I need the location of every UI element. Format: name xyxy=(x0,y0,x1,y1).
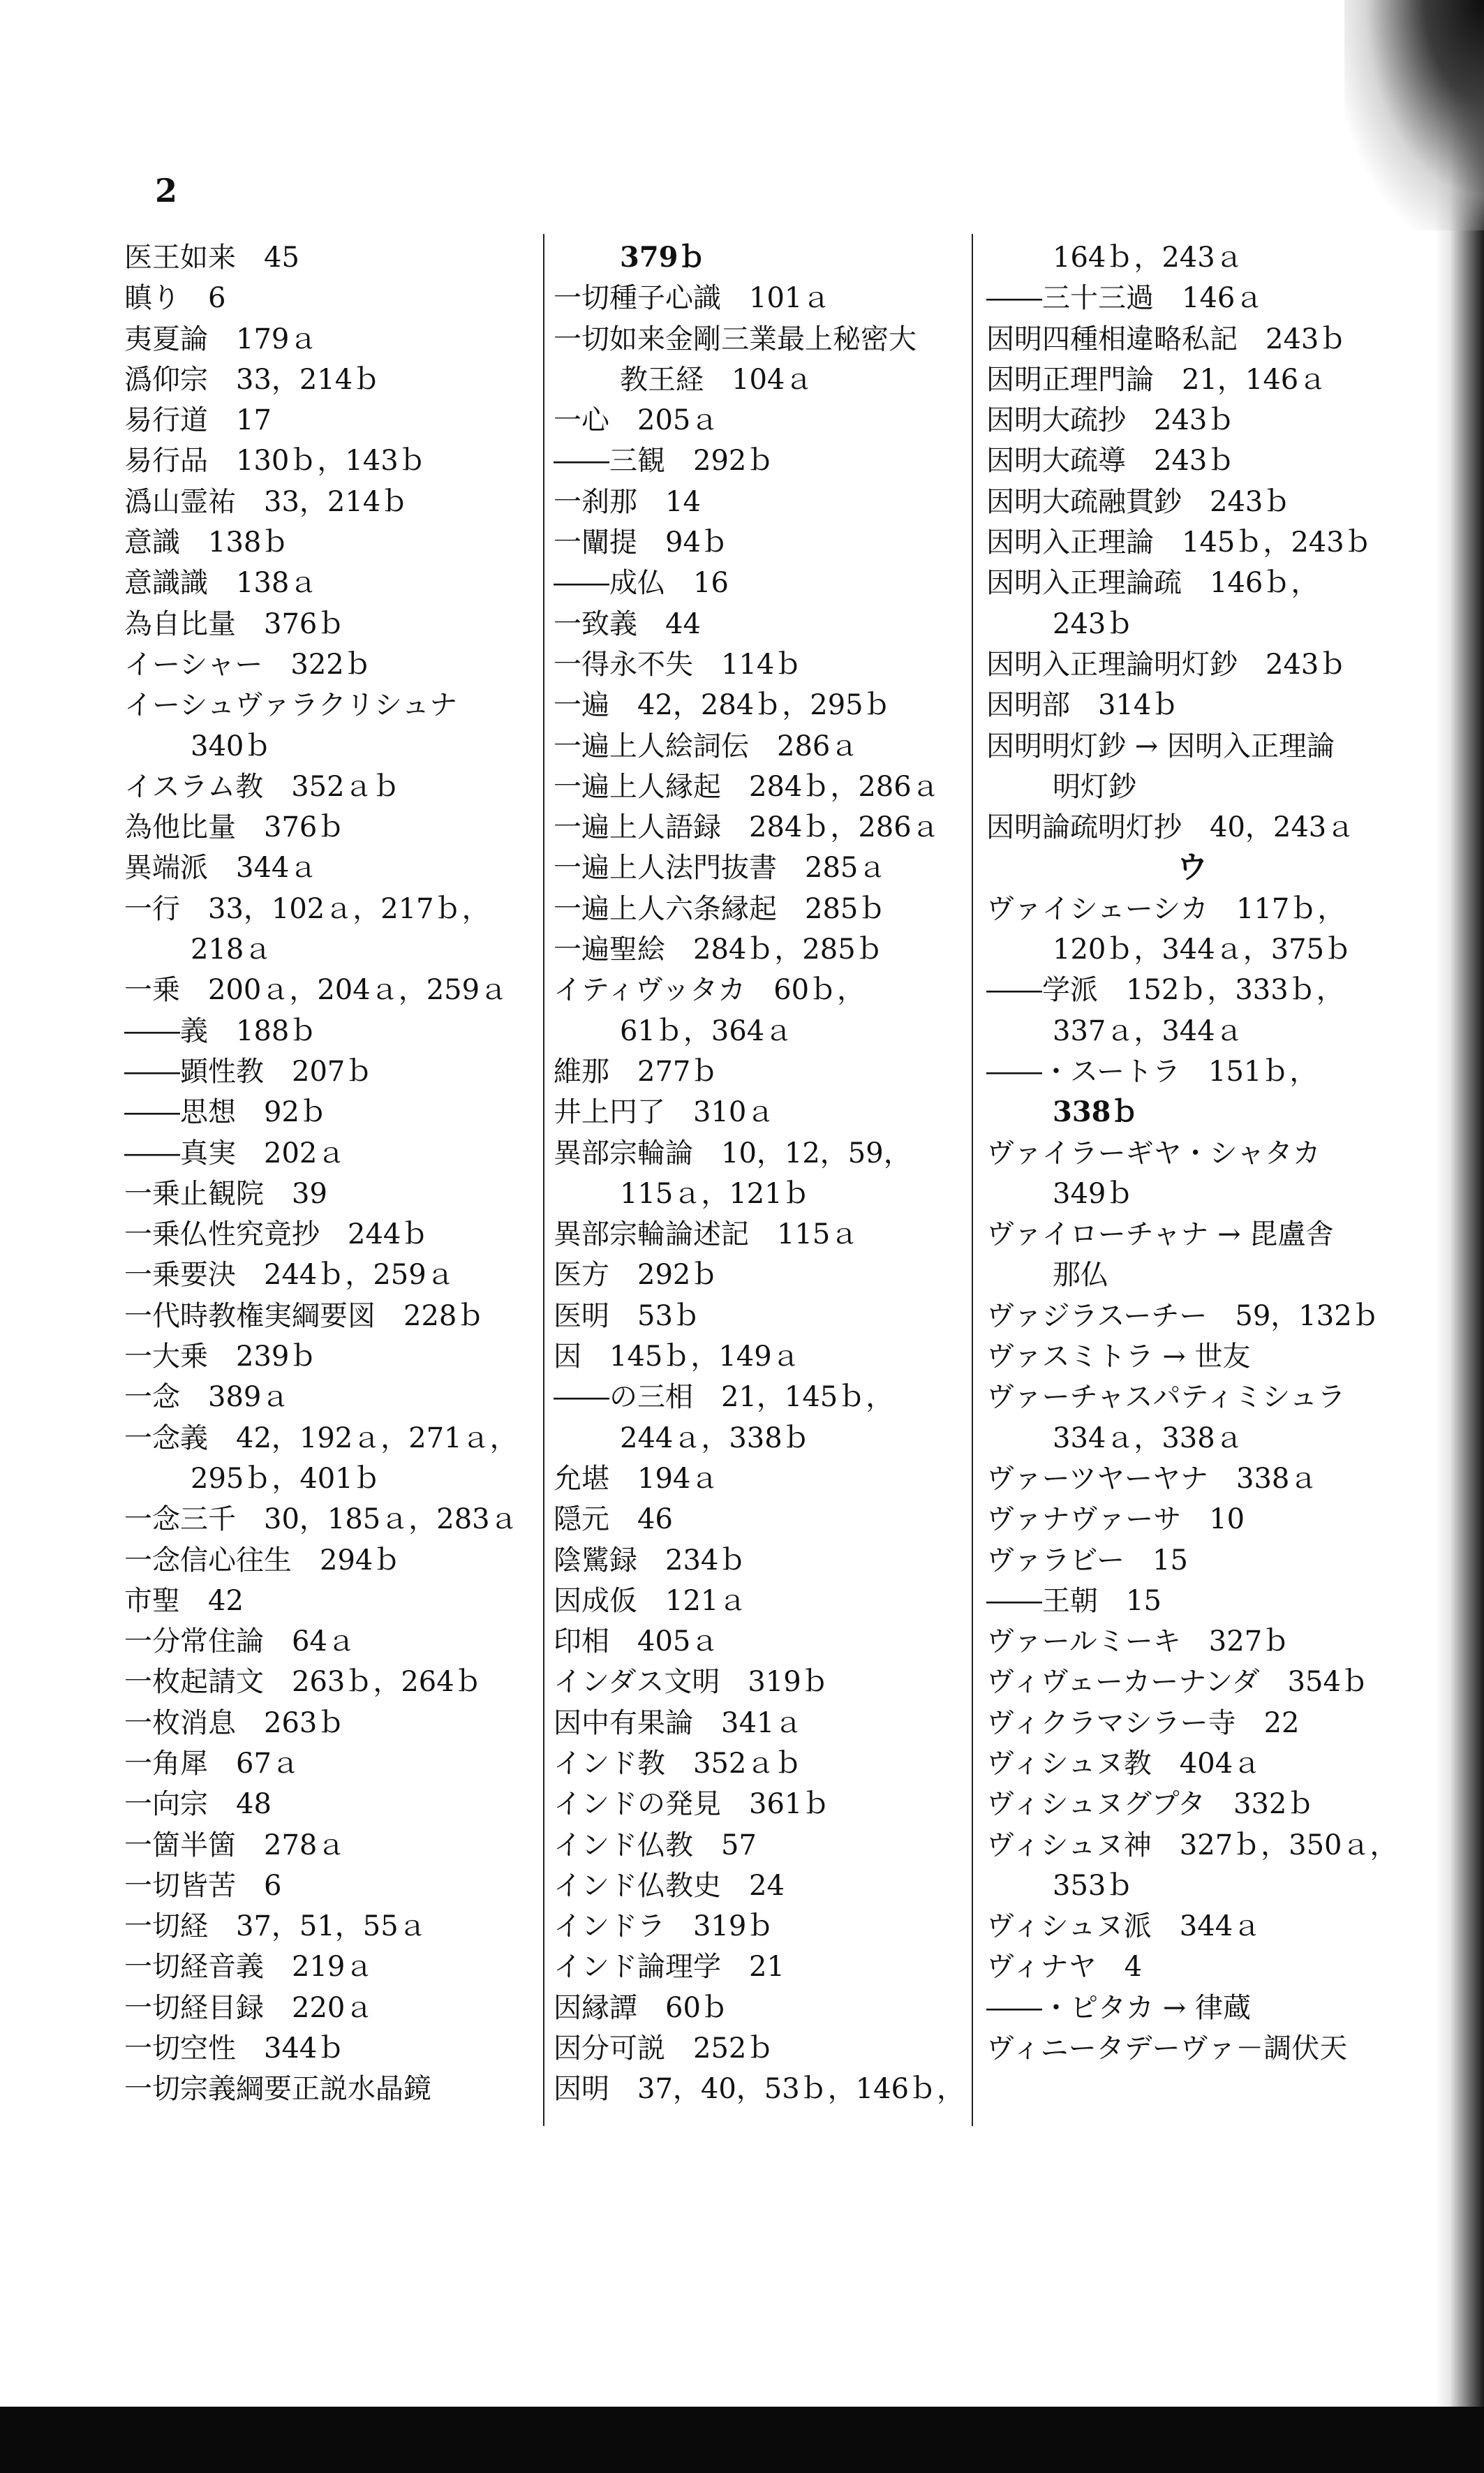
index-entry: 一切皆苦 6 xyxy=(124,1869,282,1902)
index-entry: 異端派 344ａ xyxy=(124,852,318,885)
index-entry: ――・ピタカ → 律蔵 xyxy=(986,1991,1251,2024)
index-entry: 一枚消息 263ｂ xyxy=(124,1706,346,1739)
index-entry: 一念義 42，192ａ，271ａ， xyxy=(124,1422,518,1454)
index-entry: 一念信心往生 294ｂ xyxy=(124,1544,401,1577)
index-entry: ヴィシュヌグプタ 332ｂ xyxy=(986,1788,1315,1821)
index-entry: ヴァスミトラ → 世友 xyxy=(986,1341,1251,1373)
index-entry: 潙山霊祐 33，214ｂ xyxy=(124,485,409,518)
index-entry: 一遍上人縁起 284ｂ，286ａ xyxy=(554,770,940,803)
page-edge-shadow-right xyxy=(1435,0,1484,2473)
index-entry: ――学派 152ｂ，333ｂ， xyxy=(986,974,1344,1007)
index-entry: 陰騭録 234ｂ xyxy=(554,1544,747,1577)
index-entry-continuation: 353ｂ xyxy=(1053,1869,1134,1902)
index-entry: 印相 405ａ xyxy=(554,1625,719,1658)
column-divider xyxy=(972,234,973,2126)
index-entry: 井上円了 310ａ xyxy=(554,1096,775,1129)
index-entry: 允堪 194ａ xyxy=(554,1462,719,1495)
index-entry: 因明入正理論明灯鈔 243ｂ xyxy=(986,648,1347,681)
index-entry-continuation: 明灯鈔 xyxy=(1053,770,1136,803)
index-entry: 一切如来金剛三業最上秘密大 xyxy=(554,323,917,355)
index-entry: ――義 188ｂ xyxy=(124,1014,318,1047)
index-entry-continuation: 349ｂ xyxy=(1053,1177,1134,1210)
index-entry-continuation: 337ａ，344ａ xyxy=(1053,1014,1243,1047)
index-entry: 異部宗輪論 10，12，59， xyxy=(554,1137,912,1169)
index-entry: 医王如来 45 xyxy=(124,242,299,274)
index-entry: 一切種子心識 101ａ xyxy=(554,282,831,315)
index-entry: 因縁譚 60ｂ xyxy=(554,1991,729,2024)
index-entry: 因成仮 121ａ xyxy=(554,1584,747,1617)
index-entry: インドの発見 361ｂ xyxy=(554,1788,831,1821)
index-entry: 瞋り 6 xyxy=(124,282,226,315)
index-entry: ――思想 92ｂ xyxy=(124,1096,327,1129)
index-entry: 因明入正理論 145ｂ，243ｂ xyxy=(986,526,1372,559)
index-entry: イティヴッタカ 60ｂ， xyxy=(554,974,866,1007)
index-entry: ――真実 202ａ xyxy=(124,1137,346,1169)
index-entry: 夷夏論 179ａ xyxy=(124,323,318,355)
index-entry: 因分可説 252ｂ xyxy=(554,2032,775,2065)
index-entry: ヴァールミーキ 327ｂ xyxy=(986,1625,1291,1658)
index-entry: インダス文明 319ｂ xyxy=(554,1666,829,1699)
index-entry: 一致義 44 xyxy=(554,607,701,640)
index-entry: 一乗 200ａ，204ａ，259ａ xyxy=(124,974,508,1007)
index-entry-continuation: 243ｂ xyxy=(1053,607,1134,640)
index-entry-continuation: 334ａ，338ａ xyxy=(1053,1422,1243,1454)
index-entry: 一遍上人語録 284ｂ，286ａ xyxy=(554,811,940,844)
index-entry: 因明論疏明灯抄 40，243ａ xyxy=(986,811,1355,844)
index-entry: ヴィニータデーヴァ－調伏天 xyxy=(986,2032,1348,2065)
index-entry: ――三観 292ｂ xyxy=(554,445,775,478)
index-entry: インドラ 319ｂ xyxy=(554,1910,775,1943)
page-edge-shadow-bottom xyxy=(0,2407,1484,2473)
index-entry-continuation: 340ｂ xyxy=(191,730,272,762)
index-entry: 因明大疏融貫鈔 243ｂ xyxy=(986,485,1291,518)
index-entry: 因明大疏抄 243ｂ xyxy=(986,404,1236,437)
index-entry: 意識識 138ａ xyxy=(124,567,318,600)
index-entry: 異部宗輪論述記 115ａ xyxy=(554,1218,859,1251)
index-entry: 為他比量 376ｂ xyxy=(124,811,346,844)
index-entry-continuation: 115ａ，121ｂ xyxy=(620,1177,810,1210)
index-entry: ヴァーチャスパティミシュラ xyxy=(986,1381,1346,1414)
index-entry-continuation: 164ｂ，243ａ xyxy=(1053,242,1243,274)
index-entry: 一遍 42，284ｂ，295ｂ xyxy=(554,689,891,722)
index-entry: ヴィシュヌ教 404ａ xyxy=(986,1747,1261,1780)
index-entry: 一遍上人六条縁起 285ｂ xyxy=(554,892,886,925)
index-entry: 一角犀 67ａ xyxy=(124,1747,299,1780)
index-entry: 因明入正理論疏 146ｂ， xyxy=(986,567,1319,600)
index-entry-continuation: 379ｂ xyxy=(620,241,706,274)
index-entry: ――王朝 15 xyxy=(986,1584,1162,1617)
index-entry: 一箇半箇 278ａ xyxy=(124,1829,346,1861)
index-entry: インド仏教史 24 xyxy=(554,1869,785,1902)
index-entry: 一切経 37，51，55ａ xyxy=(124,1910,426,1943)
index-entry: ヴァイシェーシカ 117ｂ， xyxy=(986,892,1346,925)
index-entry: インド仏教 57 xyxy=(554,1829,757,1861)
index-entry: 一遍上人法門抜書 285ａ xyxy=(554,852,886,885)
index-entry: 一心 205ａ xyxy=(554,404,719,437)
index-entry: 一念 389ａ xyxy=(124,1381,290,1414)
index-entry: 因明 37，40，53ｂ，146ｂ， xyxy=(554,2073,965,2106)
index-entry: ――の三相 21，145ｂ， xyxy=(554,1381,894,1414)
index-entry: ――三十三過 146ａ xyxy=(986,282,1263,315)
index-column-3 xyxy=(986,237,1398,2069)
index-entry: 一大乗 239ｂ xyxy=(124,1341,318,1373)
index-entry: ヴィシュヌ派 344ａ xyxy=(986,1910,1261,1943)
index-entry: 一分常住論 64ａ xyxy=(124,1625,355,1658)
index-column-2 xyxy=(554,237,965,2110)
index-entry: ヴィナヤ 4 xyxy=(986,1951,1143,1984)
index-entry: 医方 292ｂ xyxy=(554,1259,719,1292)
index-entry-continuation: 295ｂ，401ｂ xyxy=(191,1462,381,1495)
index-entry: ヴァーツヤーヤナ 338ａ xyxy=(986,1462,1318,1495)
index-entry: 因明大疏導 243ｂ xyxy=(986,445,1236,478)
index-entry-continuation: 61ｂ，364ａ xyxy=(620,1014,793,1047)
index-entry-continuation: 120ｂ，344ａ，375ｂ xyxy=(1053,933,1353,966)
index-entry: イーシャー 322ｂ xyxy=(124,648,372,681)
index-entry-continuation: 教王経 104ａ xyxy=(620,363,813,396)
index-entry: 医明 53ｂ xyxy=(554,1299,701,1332)
index-entry: 隠元 46 xyxy=(554,1503,673,1536)
index-entry: 一念三千 30，185ａ，283ａ xyxy=(124,1503,518,1536)
index-entry-continuation: 那仏 xyxy=(1053,1259,1108,1292)
index-entry: 一遍聖絵 284ｂ，285ｂ xyxy=(554,933,884,966)
index-entry: ヴァイラーギヤ・シャタカ xyxy=(986,1137,1321,1169)
index-entry: インド論理学 21 xyxy=(554,1951,785,1984)
index-entry: 市聖 42 xyxy=(124,1584,244,1617)
index-entry: ヴィヴェーカーナンダ 354ｂ xyxy=(986,1666,1369,1699)
index-entry: 一枚起請文 263ｂ，264ｂ xyxy=(124,1666,482,1699)
index-entry: 一得永不失 114ｂ xyxy=(554,648,803,681)
index-entry: 一切経音義 219ａ xyxy=(124,1951,373,1984)
index-entry: 為自比量 376ｂ xyxy=(124,607,346,640)
page-number: 2 xyxy=(155,172,178,209)
index-entry: ヴァラビー 15 xyxy=(986,1544,1188,1577)
index-entry: 因明四種相違略私記 243ｂ xyxy=(986,323,1347,355)
index-entry: 一闡提 94ｂ xyxy=(554,526,729,559)
index-entry: インド教 352ａｂ xyxy=(554,1747,803,1780)
index-entry: 一向宗 48 xyxy=(124,1788,272,1821)
index-entry: 一刹那 14 xyxy=(554,485,701,518)
index-entry: イーシュヴァラクリシュナ xyxy=(124,689,458,722)
index-entry: ヴィシュヌ神 327ｂ，350ａ， xyxy=(986,1829,1398,1861)
index-entry: 意識 138ｂ xyxy=(124,526,290,559)
index-entry: ――顕性教 207ｂ xyxy=(124,1055,373,1088)
index-entry: ――成仏 16 xyxy=(554,567,729,600)
index-entry: 一切空性 344ｂ xyxy=(124,2032,346,2065)
index-entry: 因明部 314ｂ xyxy=(986,689,1180,722)
index-entry: 潙仰宗 33，214ｂ xyxy=(124,363,381,396)
index-entry: 因中有果論 341ａ xyxy=(554,1706,803,1739)
index-entry: ヴィクラマシラー寺 22 xyxy=(986,1706,1300,1739)
index-entry-continuation: 218ａ xyxy=(191,933,272,966)
index-entry: 易行道 17 xyxy=(124,404,272,437)
page-corner-shadow xyxy=(1344,0,1484,230)
index-entry: 維那 277ｂ xyxy=(554,1055,719,1088)
index-entry: 一行 33，102ａ，217ｂ， xyxy=(124,892,490,925)
index-entry: 一切経目録 220ａ xyxy=(124,1991,373,2024)
index-entry: イスラム教 352ａｂ xyxy=(124,770,401,803)
index-entry: 因 145ｂ，149ａ xyxy=(554,1341,800,1373)
index-entry-continuation: 244ａ，338ｂ xyxy=(620,1422,810,1454)
index-entry: ――・スートラ 151ｂ， xyxy=(986,1055,1318,1088)
index-entry: ヴァジラスーチー 59，132ｂ xyxy=(986,1299,1380,1332)
index-entry: ヴァイローチャナ → 毘盧舎 xyxy=(986,1218,1334,1251)
index-entry: 易行品 130ｂ，143ｂ xyxy=(124,445,426,478)
index-entry: 一乗止観院 39 xyxy=(124,1177,327,1210)
index-entry-continuation: 338ｂ xyxy=(1053,1095,1139,1129)
index-entry: ヴァナヴァーサ 10 xyxy=(986,1503,1245,1536)
section-heading: ウ xyxy=(1177,850,1208,886)
index-column-1 xyxy=(124,237,536,2110)
index-entry: 一遍上人絵詞伝 286ａ xyxy=(554,730,859,762)
index-entry: 因明正理門論 21，146ａ xyxy=(986,363,1327,396)
index-entry: 一代時教権実綱要図 228ｂ xyxy=(124,1299,485,1332)
index-entry: 一乗仏性究竟抄 244ｂ xyxy=(124,1218,429,1251)
index-entry: 一乗要決 244ｂ，259ａ xyxy=(124,1259,454,1292)
column-divider xyxy=(543,234,544,2126)
index-entry: 一切宗義綱要正説水晶鏡 xyxy=(124,2073,431,2106)
index-entry: 因明明灯鈔 → 因明入正理論 xyxy=(986,730,1335,762)
